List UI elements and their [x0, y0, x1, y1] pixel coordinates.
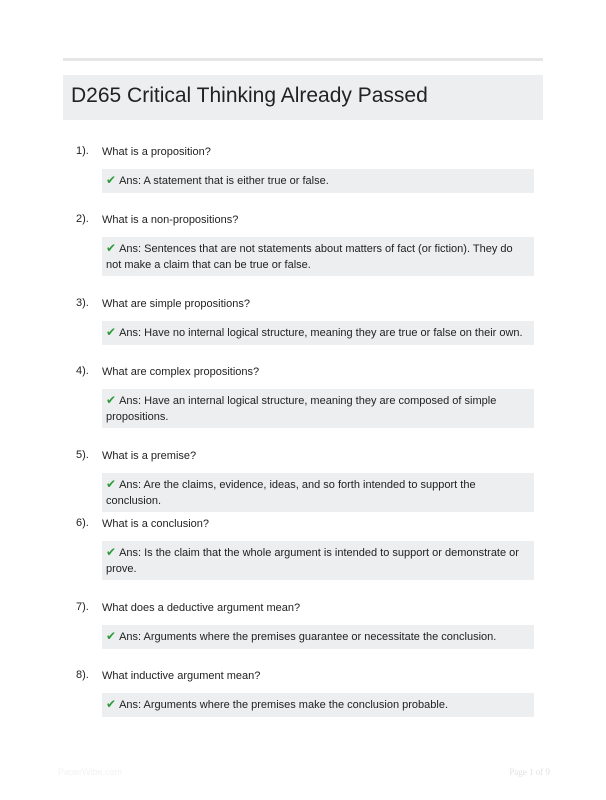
- answer-box: [102, 541, 534, 580]
- checkmark-icon: ✔: [106, 545, 117, 559]
- question-number: 5).: [76, 449, 89, 461]
- checkmark-icon: ✔: [106, 241, 117, 255]
- answer-text: Ans: A statement that is either true or false.: [119, 175, 329, 187]
- question-text: What are simple propositions?: [102, 298, 250, 310]
- checkmark-icon: ✔: [106, 629, 117, 643]
- checkmark-icon: ✔: [106, 697, 117, 711]
- answer-text: Ans: Have no internal logical structure, meaning they are true or false on their own.: [119, 327, 523, 339]
- answer-text: Ans: Arguments where the premises make the conclusion probable.: [119, 699, 449, 711]
- question-number: 1).: [76, 145, 89, 157]
- answer-text: Ans: Are the claims, evidence, ideas, and so forth intended to support the conclusion.: [106, 479, 476, 507]
- question-number: 8).: [76, 669, 89, 681]
- question-number: 4).: [76, 365, 89, 377]
- answer-box: [102, 473, 534, 512]
- checkmark-icon: ✔: [106, 477, 117, 491]
- question-number: 7).: [76, 601, 89, 613]
- question-text: What are complex propositions?: [102, 366, 260, 378]
- question-number: 6).: [76, 517, 89, 529]
- answer-text: Ans: Have an internal logical structure, meaning they are composed of simple propositions.: [106, 395, 497, 423]
- answer-box: [102, 693, 534, 717]
- answer-box: [102, 625, 534, 649]
- footer-watermark: PaperWibe.com: [58, 767, 123, 777]
- checkmark-icon: ✔: [106, 393, 117, 407]
- question-text: What is a premise?: [102, 450, 197, 462]
- page-number: Page 1 of 9: [509, 767, 550, 777]
- question-text: What is a non-propositions?: [102, 214, 239, 226]
- page-title: D265 Critical Thinking Already Passed: [71, 84, 428, 107]
- question-text: What is a proposition?: [102, 146, 211, 158]
- answer-text: Ans: Sentences that are not statements about matters of fact (or fiction). They do not make a claim that can be true or false.: [106, 243, 513, 271]
- header-divider: [63, 58, 543, 61]
- question-number: 2).: [76, 213, 89, 225]
- question-text: What does a deductive argument mean?: [102, 602, 301, 614]
- answer-box: [102, 237, 534, 276]
- checkmark-icon: ✔: [106, 325, 117, 339]
- answer-text: Ans: Is the claim that the whole argument is intended to support or demonstrate or prove.: [106, 547, 519, 575]
- checkmark-icon: ✔: [106, 173, 117, 187]
- question-number: 3).: [76, 297, 89, 309]
- title-banner: [63, 75, 543, 120]
- question-text: What is a conclusion?: [102, 518, 209, 530]
- answer-box: [102, 389, 534, 428]
- answer-box: [102, 169, 534, 193]
- answer-box: [102, 321, 534, 345]
- answer-text: Ans: Arguments where the premises guarantee or necessitate the conclusion.: [119, 631, 497, 643]
- question-text: What inductive argument mean?: [102, 670, 261, 682]
